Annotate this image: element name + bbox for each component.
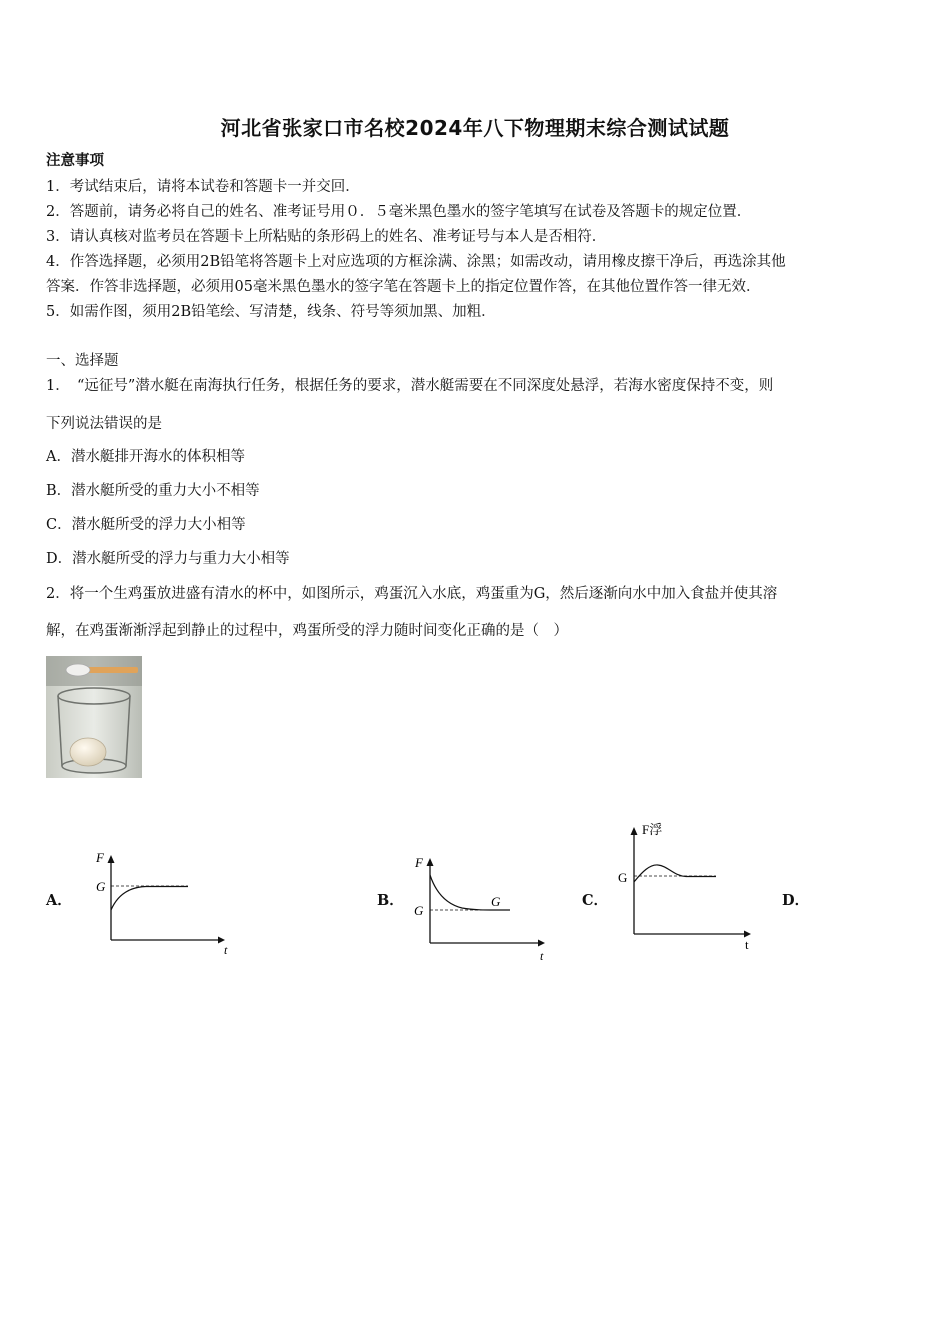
g-label: G xyxy=(96,879,106,894)
q2-option-b-label: B． xyxy=(377,892,404,909)
y-arrow-icon xyxy=(427,858,434,866)
y-arrow-icon xyxy=(631,827,638,835)
egg-in-glass-illustration xyxy=(46,656,142,778)
y-arrow-icon xyxy=(108,855,115,863)
section-heading: 一、选择题 xyxy=(46,353,119,369)
question-1-stem-cont: 下列说法错误的是 xyxy=(46,416,162,432)
y-axis-label: F浮 xyxy=(642,822,663,837)
notice-heading: 注意事项 xyxy=(46,152,104,169)
q2-option-c-label: C． xyxy=(582,892,609,909)
force-curve xyxy=(111,887,188,911)
force-curve xyxy=(634,865,716,882)
q1-option-b: B．潜水艇所受的重力大小不相等 xyxy=(46,483,260,499)
notice-item: 1．考试结束后，请将本试卷和答题卡一并交回． xyxy=(46,179,360,195)
q2-option-a-label: A． xyxy=(46,892,72,909)
graph-a xyxy=(88,846,238,958)
x-axis-label: t xyxy=(224,943,228,957)
notice-item: 答案．作答非选择题，必须用05毫米黑色墨水的签字笔在答题卡上的指定位置作答，在其他位置作答一律无效． xyxy=(46,279,761,295)
q1-option-d: D．潜水艇所受的浮力与重力大小相等 xyxy=(46,551,290,567)
notice-item: 2．答题前，请务必将自己的姓名、准考证号用０．５毫米黑色墨水的签字笔填写在试卷及答题卡的规定位置． xyxy=(46,204,752,220)
notice-item: 5．如需作图，须用2B铅笔绘、写清楚，线条、符号等须加黑、加粗． xyxy=(46,304,496,320)
x-arrow-icon xyxy=(538,940,545,947)
x-axis-label: t xyxy=(745,937,749,952)
x-axis-label: t xyxy=(540,949,544,961)
y-axis-label: F xyxy=(415,855,423,870)
question-1-stem: 1． “远征号”潜水艇在南海执行任务，根据任务的要求，潜水艇需要在不同深度处悬浮，若海水密度保持不变，则 xyxy=(46,378,774,394)
question-2-stem: 2．将一个生鸡蛋放进盛有清水的杯中，如图所示，鸡蛋沉入水底，鸡蛋重为G，然后逐渐向水中加入食盐并使其溶 xyxy=(46,586,778,602)
question-2-stem-cont: 解，在鸡蛋渐渐浮起到静止的过程中，鸡蛋所受的浮力随时间变化正确的是（ ） xyxy=(46,623,568,639)
notice-item: 4．作答选择题，必须用2B铅笔将答题卡上对应选项的方框涂满、涂黑；如需改动，请用橡皮擦干净后，再选涂其他 xyxy=(46,254,786,270)
q1-option-c: C．潜水艇所受的浮力大小相等 xyxy=(46,517,246,533)
y-axis-label: F xyxy=(96,850,104,865)
g-label: G xyxy=(618,870,628,885)
graph-b xyxy=(406,849,556,961)
graph-c xyxy=(612,820,762,955)
q1-option-a: A．潜水艇排开海水的体积相等 xyxy=(46,449,245,465)
notice-item: 3．请认真核对监考员在答题卡上所粘贴的条形码上的姓名、准考证号与本人是否相符． xyxy=(46,229,607,245)
g-label: G xyxy=(414,903,424,918)
page-title: 河北省张家口市名校2024年八下物理期末综合测试试题 xyxy=(220,116,730,140)
g-label-curve: G xyxy=(491,894,501,909)
q2-option-d-label: D． xyxy=(782,892,810,909)
